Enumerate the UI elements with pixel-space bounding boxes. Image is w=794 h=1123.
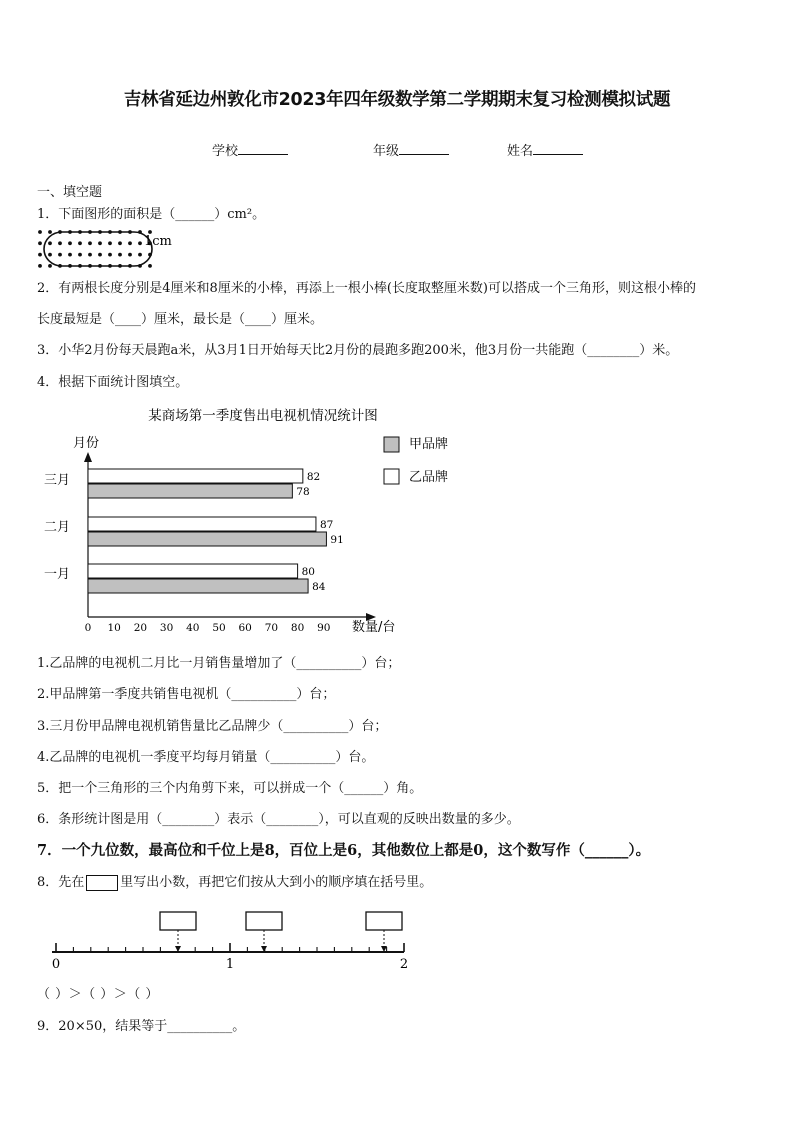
grid-dot (48, 253, 52, 257)
name-label: 姓名 (507, 144, 534, 159)
number-line-label-0: 0 (51, 957, 61, 972)
answer-box-1[interactable] (160, 912, 196, 952)
grid-dot (38, 264, 42, 268)
answer-box-3[interactable] (366, 912, 402, 952)
grid-dot (118, 253, 122, 257)
unit-label: 1cm (144, 234, 172, 249)
name-blank[interactable] (533, 141, 583, 155)
bar-value-label: 82 (306, 471, 321, 483)
school-field[interactable] (212, 140, 288, 159)
grid-dot (68, 241, 72, 245)
x-tick-label: 30 (159, 622, 174, 634)
x-tick-label: 90 (317, 622, 331, 634)
x-tick-label: 40 (186, 622, 200, 634)
grade-blank[interactable] (399, 141, 449, 155)
x-tick-label: 80 (290, 622, 305, 634)
grid-dot (58, 253, 62, 257)
page-title: 吉林省延边州敦化市2023年四年级数学第二学期期末复习检测模拟试题 (123, 90, 671, 110)
question-6: 6．条形统计图是用（________）表示（________），可以直观的反映出数量的多少。 (37, 812, 520, 827)
grid-dot (38, 253, 42, 257)
question-8-suffix: 里写出小数，再把它们按从大到小的顺序填在括号里。 (120, 875, 433, 890)
name-field[interactable] (507, 140, 583, 159)
question-8-prefix: 8．先在 (37, 875, 85, 890)
school-label: 学校 (212, 144, 239, 159)
x-tick-label: 60 (238, 622, 252, 634)
question-4-sub4: 4.乙品牌的电视机一季度平均每月销量（__________）台。 (37, 750, 375, 765)
bar-value-label: 91 (330, 534, 344, 546)
inline-answer-box (86, 875, 118, 891)
grid-dot (148, 264, 152, 268)
question-4-sub3: 3.三月份甲品牌电视机销售量比乙品牌少（__________）台； (37, 719, 388, 734)
grid-dot (108, 253, 112, 257)
grid-dot (98, 241, 102, 245)
legend-swatch-yi (384, 469, 399, 484)
number-line-label-1: 1 (225, 957, 235, 972)
category-label: 二月 (44, 520, 71, 535)
bars (44, 469, 344, 593)
bar-value-label: 87 (319, 519, 334, 531)
question-2-line1: 2．有两根长度分别是4厘米和8厘米的小棒，再添上一根小棒(长度取整厘米数)可以搭成一个三角形，则这根小棒的 (37, 281, 696, 296)
answer-box-2[interactable] (246, 912, 282, 952)
question-4-sub1: 1.乙品牌的电视机二月比一月销售量增加了（__________）台； (37, 656, 401, 671)
category-label: 三月 (44, 473, 71, 488)
grid-dot (48, 264, 52, 268)
x-tick-label: 50 (212, 622, 226, 634)
grid-dot (48, 230, 52, 234)
number-line-ticks (56, 943, 404, 952)
question-9: 9．20×50，结果等于__________。 (37, 1019, 246, 1034)
question-1: 1．下面图形的面积是（______）cm²。 (37, 207, 266, 222)
section-heading: 一、填空题 (37, 185, 103, 200)
chart-title: 某商场第一季度售出电视机情况统计图 (148, 408, 378, 424)
chart-x-label: 数量/台 (352, 620, 396, 635)
bar-jia (88, 579, 308, 593)
question-4: 4．根据下面统计图填空。 (37, 375, 189, 390)
grid-dot (88, 253, 92, 257)
bar-yi (88, 564, 298, 578)
grid-dot (98, 253, 102, 257)
number-line-figure (36, 906, 456, 976)
grid-dot (138, 241, 142, 245)
category-label: 一月 (44, 567, 71, 582)
dot-grid-figure (36, 228, 196, 274)
question-3: 3．小华2月份每天晨跑a米，从3月1日开始每天比2月份的晨跑多跑200米，他3月份一共能跑（________）米。 (37, 343, 679, 358)
grid-dot (128, 253, 132, 257)
grid-dot (88, 241, 92, 245)
grid-dot (138, 253, 142, 257)
grid-dot (68, 253, 72, 257)
rounded-shape (44, 232, 152, 266)
question-4-sub2: 2.甲品牌第一季度共销售电视机（__________）台； (37, 687, 336, 702)
question-8 (37, 874, 432, 892)
question-2-line2: 长度最短是（____）厘米，最长是（____）厘米。 (37, 312, 324, 327)
bar-value-label: 78 (296, 486, 310, 498)
grid-dot (38, 230, 42, 234)
grade-field[interactable] (373, 140, 449, 159)
bar-jia (88, 484, 292, 498)
grid-dot (118, 241, 122, 245)
question-5: 5．把一个三角形的三个内角剪下来，可以拼成一个（______）角。 (37, 781, 423, 796)
chart-y-label: 月份 (73, 436, 100, 451)
grid-dot (78, 253, 82, 257)
school-blank[interactable] (238, 141, 288, 155)
bar-value-label: 80 (301, 566, 315, 578)
question-7: 7．一个九位数，最高位和千位上是8，百位上是6，其他数位上都是0，这个数写作（______）。 (37, 842, 651, 859)
number-line-label-2: 2 (399, 957, 409, 972)
bar-value-label: 84 (312, 581, 326, 593)
grid-dot (48, 241, 52, 245)
grid-dot (58, 241, 62, 245)
legend-label-yi: 乙品牌 (409, 470, 449, 485)
legend-swatch-jia (384, 437, 399, 452)
grid-dot (108, 241, 112, 245)
dot-grid (38, 230, 152, 268)
bar-jia (88, 532, 326, 546)
x-tick-label: 0 (84, 622, 92, 634)
x-tick-label: 10 (107, 622, 121, 634)
y-axis-arrow (84, 452, 92, 462)
grade-label: 年级 (373, 144, 400, 159)
x-ticks (85, 622, 331, 634)
bar-yi (88, 517, 316, 531)
grid-dot (128, 241, 132, 245)
ordering-blanks: （ ）＞（ ）＞（ ） (37, 987, 159, 1002)
x-tick-label: 20 (133, 622, 148, 634)
bar-yi (88, 469, 303, 483)
grid-dot (78, 241, 82, 245)
tv-sales-chart (36, 400, 476, 645)
x-tick-label: 70 (264, 622, 279, 634)
grid-dot (38, 241, 42, 245)
legend-label-jia: 甲品牌 (409, 437, 449, 452)
